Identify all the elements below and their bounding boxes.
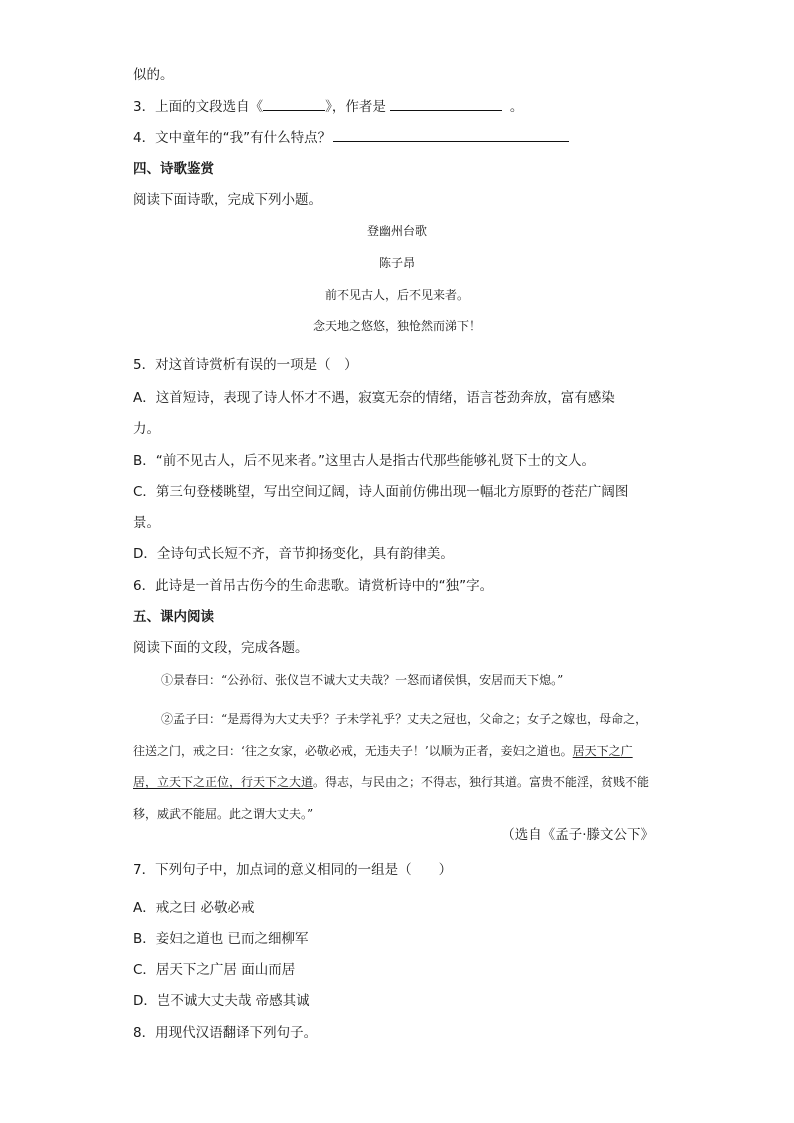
poem-line-2: 念天地之悠悠，独怆然而涕下！	[312, 319, 481, 333]
classical-paragraph-1: ①景春曰：“公孙衍、张仪岂不诚大丈夫哉？一怒而诸侯惧，安居而天下熄。”	[161, 673, 564, 687]
instruction-text: 阅读下面的文段，完成各题。	[133, 640, 309, 656]
section-heading-reading: 五、课内阅读	[133, 609, 214, 625]
question-3	[133, 98, 523, 116]
poem-title: 登幽州台歌	[366, 224, 427, 238]
underlined-sentence: 居天下之广居，立天下之正位，行天下之大道	[133, 743, 633, 789]
instruction-text: 阅读下面诗歌，完成下列小题。	[133, 192, 322, 208]
option-d[interactable]: D．岂不诚大丈夫哉 帝感其诚	[133, 993, 310, 1009]
q3-prefix: 3．上面的文段选自《	[133, 99, 264, 115]
source-citation: （选自《孟子·滕文公下》	[501, 827, 654, 843]
blank-book-title[interactable]	[263, 98, 325, 111]
option-c-cont: 景。	[133, 515, 160, 531]
q4-text: 4．文中童年的“我”有什么特点？	[133, 130, 332, 146]
question-8: 8．用现代汉语翻译下列句子。	[133, 1025, 318, 1041]
paragraph-2-text-end: 。得志，与民由之；不得志，独行其道。富贵不能淫，贫贱不能移，威武不能屈。此之谓大丈夫。”	[133, 775, 650, 821]
blank-author[interactable]	[390, 98, 502, 111]
option-a-cont: 力。	[133, 421, 160, 437]
paragraph-2-text: ②孟子曰：“是焉得为大丈夫乎？子未学礼乎？丈夫之冠也，父命之；女子之嫁也，母命之，往送之门，戒之曰：‘往之女家，必敬必戒，无违夫子！’以顺为正者，妾妇之道也。	[133, 712, 648, 758]
poem-line-1: 前不见古人，后不见来者。	[324, 288, 469, 302]
q3-mid: 》，作者是	[325, 99, 386, 115]
question-6: 6．此诗是一首吊古伤今的生命悲歌。请赏析诗中的“独”字。	[133, 578, 494, 594]
option-a[interactable]: A．这首短诗，表现了诗人怀才不遇，寂寞无奈的情绪，语言苍劲奔放，富有感染	[133, 390, 615, 406]
option-c[interactable]: C．居天下之广居 面山而居	[133, 962, 296, 978]
q3-end: 。	[509, 99, 524, 115]
classical-paragraph-2	[133, 704, 653, 830]
option-d[interactable]: D．全诗句式长短不齐，音节抑扬变化，具有韵律美。	[133, 546, 454, 562]
section-heading-poetry: 四、诗歌鉴赏	[133, 161, 214, 177]
question-5: 5．对这首诗赏析有误的一项是（ ）	[133, 357, 358, 373]
poem-author: 陈子昂	[378, 256, 415, 270]
text-line: 似的。	[133, 67, 174, 83]
option-b[interactable]: B．“前不见古人，后不见来者。”这里古人是指古代那些能够礼贤下士的文人。	[133, 453, 595, 469]
question-4	[133, 129, 569, 147]
option-c[interactable]: C．第三句登楼眺望，写出空间辽阔，诗人面前仿佛出现一幅北方原野的苍茫广阔图	[133, 484, 629, 500]
question-7: 7．下列句子中，加点词的意义相同的一组是（ ）	[133, 862, 453, 878]
option-a[interactable]: A．戒之曰 必敬必戒	[133, 900, 255, 916]
blank-answer-4[interactable]	[333, 129, 569, 142]
option-b[interactable]: B．妾妇之道也 已而之细柳军	[133, 931, 309, 947]
